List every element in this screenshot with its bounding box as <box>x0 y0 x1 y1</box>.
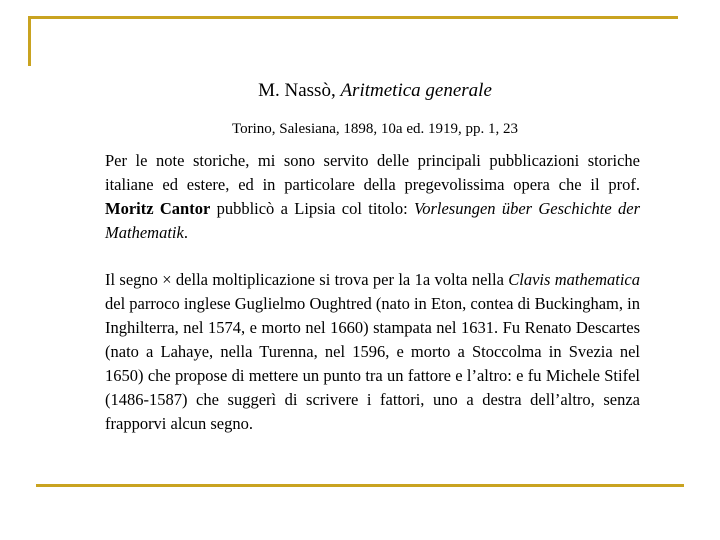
title-work: Aritmetica generale <box>340 80 492 101</box>
paragraph1-name: Moritz Cantor <box>105 199 211 218</box>
paragraph1-text1: Per le note storiche, mi sono servito delle principali pubblicazioni storiche italiane ed estere, ed in particolare della pregevolissima opera che il prof. <box>105 151 640 194</box>
paragraph1-text2: pubblicò a Lipsia col titolo: <box>210 199 414 218</box>
paragraph2-text2: del parroco inglese Guglielmo Oughtred (nato in Eton, contea di Buckingham, in Inghilterra, nel 1574, e morto nel 1660) stampata nel 1631. Fu Renato Descartes (nato a Lahaye, nella Turenna, nel 1596, e morto a Stoccolma in Svezia nel 1650) che propose di mettere un punto tra un fattore e l’altro: e fu Michele Stifel (1486-1587) che suggerì di scrivere i fattori, uno a destra dell’altro, senza frapporvi alcun segno. <box>105 294 640 433</box>
title-author: M. Nassò, <box>258 80 341 101</box>
frame-bottom-line <box>36 484 684 487</box>
frame-top-line <box>28 16 678 19</box>
paragraph-multiplication-sign <box>105 268 640 436</box>
frame-left-line <box>28 16 31 66</box>
citation: Torino, Salesiana, 1898, 10a ed. 1919, pp. 1, 23 <box>232 121 518 137</box>
paragraph1-book: Vorlesungen über Geschichte der Mathematik <box>105 199 640 242</box>
paragraph-sources <box>105 149 640 245</box>
paragraph2-text1: Il segno × della moltiplicazione si trova per la 1a volta nella <box>105 270 509 289</box>
paragraph2-book: Clavis mathematica <box>508 270 640 289</box>
slide-title <box>0 80 720 102</box>
paragraph1-text3: . <box>183 223 188 242</box>
